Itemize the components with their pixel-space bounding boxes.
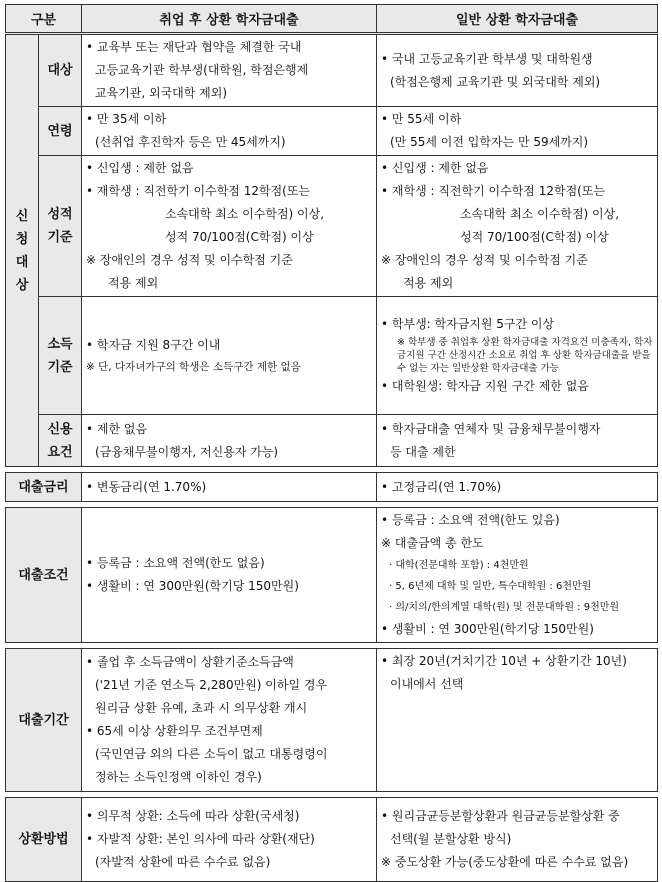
target-label: 대상 [39,34,82,107]
table-row-rate [6,473,658,502]
conditions-col2: • 등록금 : 소요액 전액(한도 있음) ※ 대출금액 총 한도 · 대학(전문대학 포함) : 4천만원 · 5, 6년제 대학 및 일반, 특수대학원 : 6천만원 · 의/치의/한의계열 대학(원) 및 전문대학원 : 9천만원 • 생활비 : 연 300만원(학기당 150만원) [377,508,658,643]
repayment-col2: • 원리금균등분할상환과 원금균등분할상환 중 선택(월 분할상환 방식) ※ 중도상환 가능(중도상환에 따른 수수료 없음) [377,798,658,882]
credit-label: 신용 요건 [39,415,82,467]
age-col2: • 만 55세 이하 (만 55세 이전 입학자는 만 59세까지) [377,107,658,156]
table-row-grade [6,156,658,297]
grade-label: 성적 기준 [39,156,82,297]
period-col1: • 졸업 후 소득금액이 상환기준소득금액 ('21년 기준 연소득 2,280만원) 이하일 경우 원리금 상환 유예, 초과 시 의무상환 개시 • 65세 이상 상환의무 조건부면제 (국민연금 외의 다른 소득이 없고 대통령령이 정하는 소득인정액 이하인 경우) [82,649,377,792]
conditions-label: 대출조건 [6,508,82,643]
header-col1: 취업 후 상환 학자금대출 [82,5,377,34]
income-col1: • 학자금 지원 8구간 이내 ※ 단, 다자녀가구의 학생은 소득구간 제한 없음 [82,297,377,415]
target-col1: • 교육부 또는 재단과 협약을 체결한 국내 고등교육기관 학부생(대학원, 학점은행제 교육기관, 외국대학 제외) [82,34,377,107]
grade-col1: • 신입생 : 제한 없음 • 재학생 : 직전학기 이수학점 12학점(또는 소속대학 최소 이수학점) 이상, 성적 70/100점(C학점) 이상 ※ 장애인의 경우 성적 및 이수학점 기준 적용 제외 [82,156,377,297]
header-col2: 일반 상환 학자금대출 [377,5,658,34]
conditions-col1: • 등록금 : 소요액 전액(한도 없음) • 생활비 : 연 300만원(학기당 150만원) [82,508,377,643]
header-category: 구분 [6,5,82,34]
table-row-target [6,34,658,107]
credit-col1: • 제한 없음 (금융채무불이행자, 저신용자 가능) [82,415,377,467]
age-col1: • 만 35세 이하 (선취업 후진학자 등은 만 45세까지) [82,107,377,156]
period-col2: • 최장 20년(거치기간 10년 + 상환기간 10년) 이내에서 선택 [377,649,658,792]
age-label: 연령 [39,107,82,156]
repayment-label: 상환방법 [6,798,82,882]
rate-label: 대출금리 [6,473,82,502]
income-label: 소득 기준 [39,297,82,415]
table-row-age [6,107,658,156]
loan-comparison-table [5,4,658,882]
credit-col2: • 학자금대출 연체자 및 금융채무불이행자 등 대출 제한 [377,415,658,467]
grade-col2: • 신입생 : 제한 없음 • 재학생 : 직전학기 이수학점 12학점(또는 소속대학 최소 이수학점) 이상, 성적 70/100점(C학점) 이상 ※ 장애인의 경우 성적 및 이수학점 기준 적용 제외 [377,156,658,297]
table-row-period [6,649,658,792]
table-row-income [6,297,658,415]
rate-col2: • 고정금리(연 1.70%) [377,473,658,502]
table-header-row [6,5,658,34]
repayment-col1: • 의무적 상환: 소득에 따라 상환(국세청) • 자발적 상환: 본인 의사에 따라 상환(재단) (자발적 상환에 따른 수수료 없음) [82,798,377,882]
table-row-repayment [6,798,658,882]
eligibility-group-label: 신 청 대 상 [6,34,39,467]
period-label: 대출기간 [6,649,82,792]
table-row-conditions [6,508,658,643]
table-row-credit [6,415,658,467]
target-col2: • 국내 고등교육기관 학부생 및 대학원생 (학점은행제 교육기관 및 외국대학 제외) [377,34,658,107]
income-col2: • 학부생: 학자금지원 5구간 이상 ※ 학부생 중 취업후 상환 학자금대출 자격요건 미충족자, 학자금지원 구간 산정시간 소요로 취업 후 상환 학자금대출을 받을 수 없는 자는 일반상환 학자금대출 가능 • 대학원생: 학자금 지원 구간 제한 없음 [377,297,658,415]
rate-col1: • 변동금리(연 1.70%) [82,473,377,502]
